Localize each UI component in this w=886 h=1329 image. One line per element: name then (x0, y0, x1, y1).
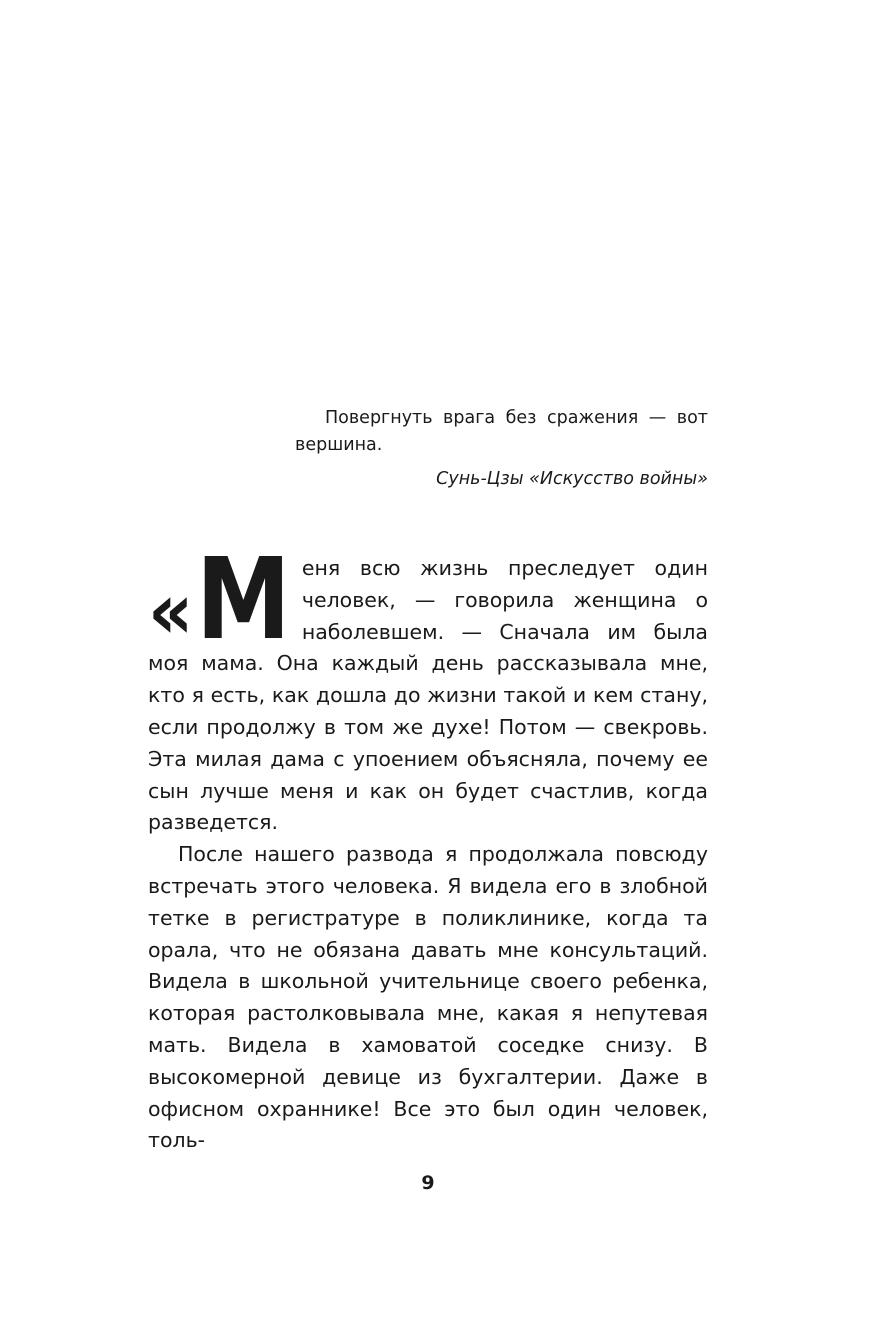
paragraph-1 (148, 535, 708, 839)
epigraph-source: Сунь-Цзы «Искусство войны» (436, 469, 708, 489)
drop-cap-quote: « (148, 567, 188, 657)
epigraph (295, 405, 708, 493)
page-number: 9 (421, 1172, 435, 1194)
chapter-body (148, 535, 708, 1157)
drop-cap (148, 535, 296, 665)
paragraph-2: После нашего развода я продолжала повсюду встречать этого человека. Я видела его в злобной тетке в регистратуре в поликлинике, когда та орала, что не обязана давать мне консультаций. Видела в школьной учительнице своего ребенка, которая растолковывала мне, какая я непутевая мать. Видела в хамоватой соседке снизу. В высокомерной девице из бухгалтерии. Даже в офисном охраннике! Все это был один человек, толь- (148, 842, 708, 1153)
drop-cap-letter: М (196, 535, 292, 665)
paragraph-1-text: еня всю жизнь преследует один человек, — говорила женщина о наболевшем. — Сначала им была моя мама. Она каждый день рассказывала мне, кто я есть, как дошла до жизни такой и кем стану, если продолжу в том же духе! Потом — свекровь. Эта милая дама с упоением объясняла, почему ее сын лучше меня и как он будет счастлив, когда разведется. (148, 556, 708, 835)
epigraph-text: Повергнуть врага без сражения — вот вершина. (295, 408, 708, 455)
